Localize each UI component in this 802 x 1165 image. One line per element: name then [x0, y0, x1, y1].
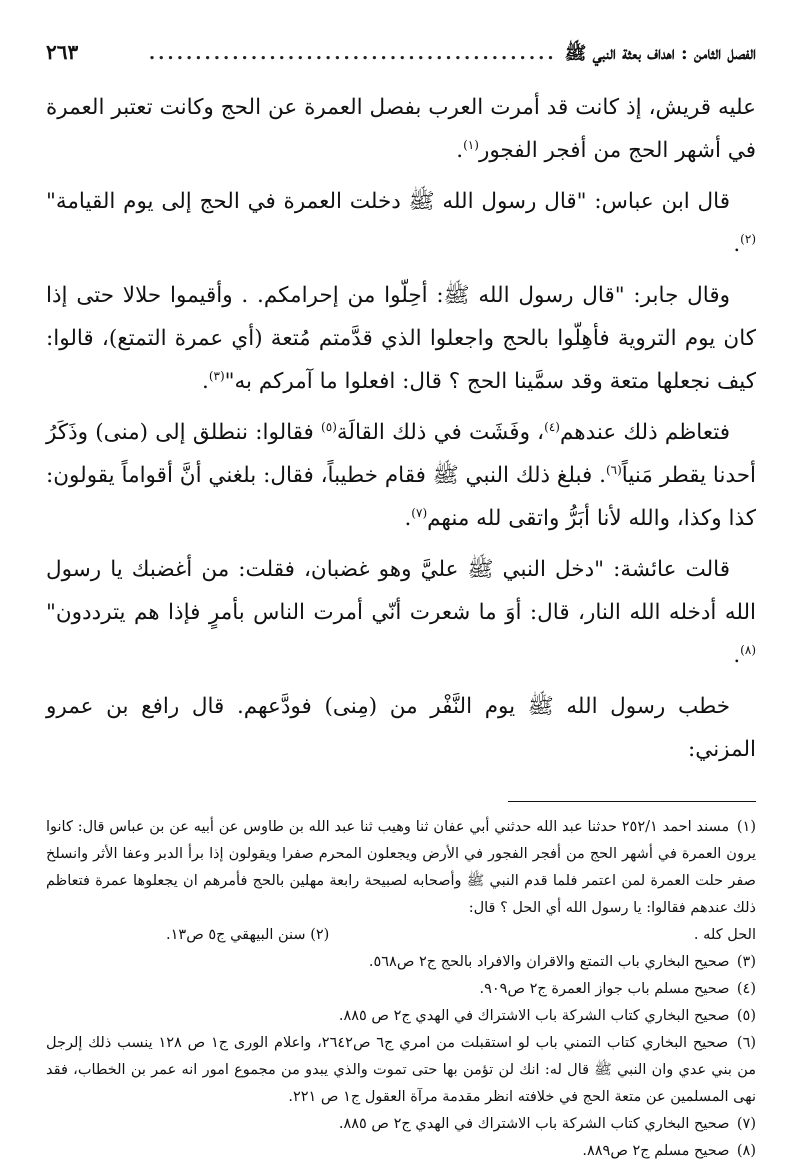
paragraph: قالت عائشة: "دخل النبي ﷺ عليَّ وهو غضبان، فقلت: من أغضبك يا رسول الله أدخله الله النار، قال: أوَ ما شعرت أنّي أمرت الناس بأمرٍ فإذا هم يترددون"$^{(٨)}$.: [46, 557, 756, 668]
footnote: (٢) سنن البيهقي ج٥ ص١٣.: [166, 927, 330, 943]
leader-dots: ............................................: [148, 43, 557, 64]
footnote-divider: [508, 801, 756, 802]
page-number: ٢٦٣: [46, 40, 79, 64]
footnotes: [46, 814, 756, 1165]
footnote-row: الحل كله . (٢) سنن البيهقي ج٥ ص١٣.: [46, 922, 756, 949]
footnote-ref: (٢): [740, 231, 756, 246]
footnote: (١) مسند احمد ٢٥٢/١ حدثنا عبد الله حدثني أبي عفان ثنا وهيب ثنا عبد الله بن طاوس عن أبيه عن بن عباس قال: كانوا يرون العمرة في أشهر الحج من أفجر الفجور في الأرض ويجعلون المحرم صفرا ويقولون إذا برأ الدبر وعفا الأثر وانسلخ صفر حلت العمرة لمن اعتمر فلما قدم النبي ﷺ وأصحابه لصبيحة رابعة مهلين بالحج فأمرهم ان يجعلوها عمرة فتعاظم ذلك عندهم فقالوا: يا رسول الله أي الحل ؟ قال:: [46, 819, 756, 916]
footnote-ref: (٥): [321, 419, 337, 434]
chapter-title: الفصل الثامن : اهداف بعثة النبي ﷺ: [564, 43, 756, 64]
footnote-ref: (٣): [208, 368, 225, 383]
footnote: (٤) صحيح مسلم باب جواز العمرة ج٢ ص٩٠٩.: [479, 981, 756, 997]
paragraph: فتعاظم ذلك عندهم$^{(٤)}$، وفَشَت في ذلك القالَة$^{(٥)}$ فقالوا: ننطلق إلى (منى) وذَكَرُ أحدنا يقطر مَنياً$^{(٦)}$. فبلغ ذلك النبي ﷺ فقام خطيباً، فقال: بلغني أنَّ أقواماً يقولون: كذا وكذا، والله لأنا أبَرُّ واتقى لله منهم$^{(٧)}$.: [46, 419, 757, 531]
paragraph: خطب رسول الله ﷺ يوم النَّفْر من (مِنى) فودَّعهم. قال رافع بن عمرو المزني:: [46, 694, 756, 762]
paragraph: قال ابن عباس: "قال رسول الله ﷺ دخلت العمرة في الحج إلى يوم القيامة"$^{(٢)}$.: [46, 189, 756, 257]
footnote-ref: (٤): [544, 419, 560, 434]
paragraph: وقال جابر: "قال رسول الله ﷺ: أحِلّوا من إحرامكم. . وأقيموا حلالا حتى إذا كان يوم التروية فأهِلّوا بالحج واجعلوا الذي قدَّمتم مُتعة (أي عمرة التمتع)، قالوا: كيف نجعلها متعة وقد سمَّينا الحج ؟ قال: افعلوا ما آمركم به"$^{(٣)}$.: [46, 283, 756, 394]
footnote: (٥) صحيح البخاري كتاب الشركة باب الاشتراك في الهدي ج٢ ص ٨٨٥.: [338, 1008, 756, 1024]
running-header: [46, 40, 756, 74]
footnote-ref: (٧): [411, 505, 428, 520]
main-text: [46, 86, 756, 771]
footnote-ref: (٨): [740, 642, 756, 657]
footnote-ref: (١): [463, 137, 479, 152]
footnote-ref: (٦): [605, 462, 622, 477]
paragraph: عليه قريش، إذ كانت قد أمرت العرب بفصل العمرة عن الحج وكانت تعتبر العمرة في أشهر الحج من أفجر الفجور$^{(١)}$.: [46, 95, 756, 163]
footnote: (٣) صحيح البخاري باب التمتع والاقران والافراد بالحج ج٢ ص٥٦٨.: [368, 954, 756, 970]
footnote: (٦) صحيح البخاري كتاب التمني باب لو استقبلت من امري ج٦ ص٢٦٤٢، واعلام الورى ج١ ص ١٢٨ ينسب ذلك إلرجل من بني عدي وان النبي ﷺ قال له: انك لن تؤمن بها حتى تموت والذي يبدو من مجموع امور انه عمر بن الخطاب، فقد نهى المسلمين عن متعة الحج في خلافته انظر مقدمة مرآة العقول ج١ ص ٢٢١.: [46, 1035, 757, 1105]
footnote: (٧) صحيح البخاري كتاب الشركة باب الاشتراك في الهدي ج٢ ص ٨٨٥.: [338, 1116, 756, 1132]
footnote: (٨) صحيح مسلم ج٢ ص٨٨٩.: [582, 1143, 756, 1159]
